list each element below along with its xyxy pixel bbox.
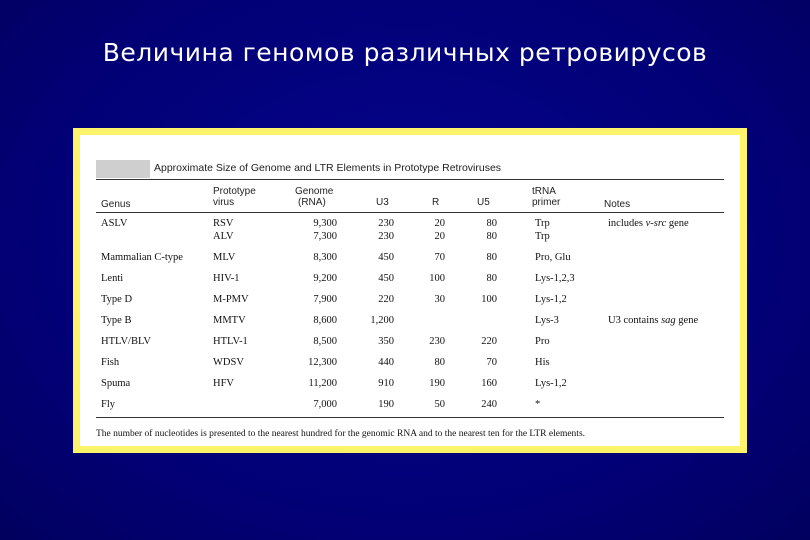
cell-u5: 100 [481,294,497,305]
cell-primer: Trp [535,231,550,242]
cell-r: 190 [429,378,445,389]
cell-u5: 80 [486,252,497,263]
cell-primer: Lys-3 [535,315,559,326]
cell-r: 20 [434,231,445,242]
cell-virus: HFV [213,378,235,389]
cell-r: 230 [429,336,445,347]
cell-primer: Trp [535,218,550,229]
header-trna-2: primer [532,197,561,208]
table-footnote: The number of nucleotides is presented to the nearest hundred for the genomic RNA and to the nearest ten for the LTR elements. [96,429,586,439]
cell-genome: 12,300 [308,357,337,368]
cell-genome: 8,600 [313,315,337,326]
gene-name: sag [661,315,676,326]
note-text: includes [608,218,646,229]
header-genus: Genus [101,199,131,210]
cell-u5: 160 [481,378,497,389]
header-notes: Notes [604,199,631,210]
table-number-tab [96,160,150,178]
header-prototype-1: Prototype [213,186,256,197]
cell-r: 20 [434,218,445,229]
note-text: U3 contains [608,315,662,326]
cell-genome: 9,200 [313,273,337,284]
cell-u3: 450 [378,273,394,284]
header-r: R [432,197,440,208]
table-caption: Approximate Size of Genome and LTR Elements in Prototype Retroviruses [154,162,502,174]
header-prototype-2: virus [213,197,235,208]
cell-genus: Fly [101,399,116,410]
cell-genus: Fish [101,357,120,368]
cell-u5: 80 [486,231,497,242]
cell-primer: Lys-1,2 [535,378,567,389]
cell-u5: 240 [481,399,497,410]
cell-primer: Lys-1,2,3 [535,273,575,284]
cell-virus: MLV [213,252,236,263]
header-rule [96,212,724,213]
cell-virus: M-PMV [213,294,249,305]
cell-genome: 7,300 [313,231,337,242]
cell-virus: HTLV-1 [213,336,248,347]
cell-r: 100 [429,273,445,284]
top-rule [96,179,724,180]
cell-genus: Spuma [101,378,131,389]
cell-u3: 190 [378,399,394,410]
cell-u3: 350 [378,336,394,347]
cell-virus: WDSV [213,357,244,368]
cell-u3: 230 [378,231,394,242]
cell-u3: 450 [378,252,394,263]
cell-u3: 1,200 [370,315,394,326]
header-genome-1: Genome [295,186,334,197]
cell-primer: His [535,357,550,368]
cell-u5: 80 [486,273,497,284]
cell-virus: MMTV [213,315,246,326]
cell-genus: Lenti [101,273,124,284]
cell-r: 30 [434,294,445,305]
slide-title: Величина геномов различных ретровирусов [102,38,708,67]
cell-genome: 9,300 [313,218,337,229]
cell-u3: 440 [378,357,394,368]
cell-genome: 11,200 [308,378,337,389]
cell-primer: Pro, Glu [535,252,571,263]
cell-virus: HIV-1 [213,273,240,284]
cell-r: 70 [434,252,445,263]
cell-genome: 8,300 [313,252,337,263]
cell-genus: Type D [101,294,133,305]
cell-r: 50 [434,399,445,410]
bottom-rule [96,417,724,418]
header-u3: U3 [376,197,389,208]
header-trna-1: tRNA [532,186,556,197]
cell-u3: 230 [378,218,394,229]
cell-u3: 910 [378,378,394,389]
cell-primer: * [535,399,541,410]
cell-u5: 80 [486,218,497,229]
cell-virus: RSV [213,218,234,229]
table-frame [73,128,747,453]
cell-u5: 220 [481,336,497,347]
cell-genome: 7,000 [313,399,337,410]
header-genome-2: (RNA) [298,197,326,208]
cell-notes [608,218,718,230]
cell-genus: HTLV/BLV [101,336,151,347]
cell-virus: ALV [213,231,234,242]
cell-u5: 70 [486,357,497,368]
table-caption-row [96,160,726,180]
note-text: gene [666,218,689,229]
gene-name: v-src [645,218,667,229]
cell-genus: Type B [101,315,132,326]
cell-r: 80 [434,357,445,368]
cell-genome: 8,500 [313,336,337,347]
note-text: gene [675,315,699,326]
cell-genus: ASLV [101,218,128,229]
cell-primer: Pro [535,336,550,347]
cell-u3: 220 [378,294,394,305]
cell-genus: Mammalian C-type [101,252,183,263]
cell-primer: Lys-1,2 [535,294,567,305]
cell-notes [608,315,718,327]
cell-genome: 7,900 [313,294,337,305]
header-u5: U5 [477,197,490,208]
